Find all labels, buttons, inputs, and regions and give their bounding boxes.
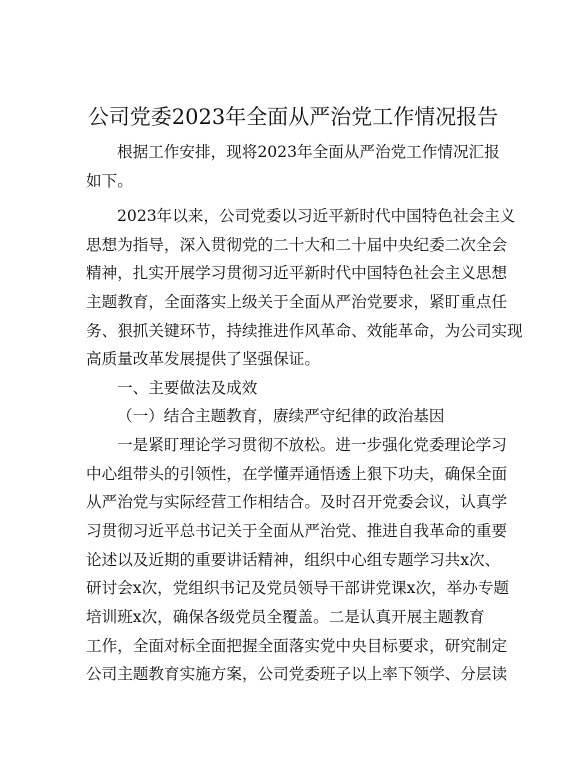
paragraph-line: 研讨会x次，党组织书记及党员领导干部讲党课x次，举办专题 xyxy=(86,579,510,597)
paragraph-line: 务、狠抓关键环节，持续推进作风革命、效能革命，为公司实现 xyxy=(86,322,523,340)
paragraph-line: 2023年以来，公司党委以习近平新时代中国特色社会主义 xyxy=(117,207,516,225)
paragraph-line: 一是紧盯理论学习贯彻不放松。进一步强化党委理论学习 xyxy=(117,436,507,454)
paragraph-line: 根据工作安排，现将2023年全面从严治党工作情况汇报 xyxy=(117,143,500,161)
paragraph-line: 精神，扎实开展学习贯彻习近平新时代中国特色社会主义思想 xyxy=(86,264,508,282)
paragraph-line: 从严治党与实际经营工作相结合。及时召开党委会议，认真学 xyxy=(86,493,508,511)
subsection-heading: （一）结合主题教育，赓续严守纪律的政治基因 xyxy=(117,407,445,425)
document-title: 公司党委2023年全面从严治党工作情况报告 xyxy=(87,105,499,129)
paragraph-line: 高质量改革发展提供了坚强保证。 xyxy=(86,350,320,368)
paragraph-line: 论述以及近期的重要讲话精神，组织中心组专题学习共x次、 xyxy=(86,551,501,569)
paragraph-line: 如下。 xyxy=(86,172,133,190)
paragraph-line: 思想为指导，深入贯彻党的二十大和二十届中央纪委二次全会 xyxy=(86,236,508,254)
section-heading: 一、主要做法及成效 xyxy=(117,379,258,397)
paragraph-line: 培训班x次，确保各级党员全覆盖。二是认真开展主题教育 xyxy=(86,608,485,626)
paragraph-line: 工作，全面对标全面把握全面落实党中央目标要求，研究制定 xyxy=(86,637,508,655)
paragraph-line: 公司主题教育实施方案，公司党委班子以上率下领学、分层读 xyxy=(86,665,508,683)
paragraph-line: 中心组带头的引领性，在学懂弄通悟透上狠下功夫，确保全面 xyxy=(86,465,508,483)
paragraph-line: 主题教育，全面落实上级关于全面从严治党要求，紧盯重点任 xyxy=(86,293,508,311)
paragraph-line: 习贯彻习近平总书记关于全面从严治党、推进自我革命的重要 xyxy=(86,522,508,540)
